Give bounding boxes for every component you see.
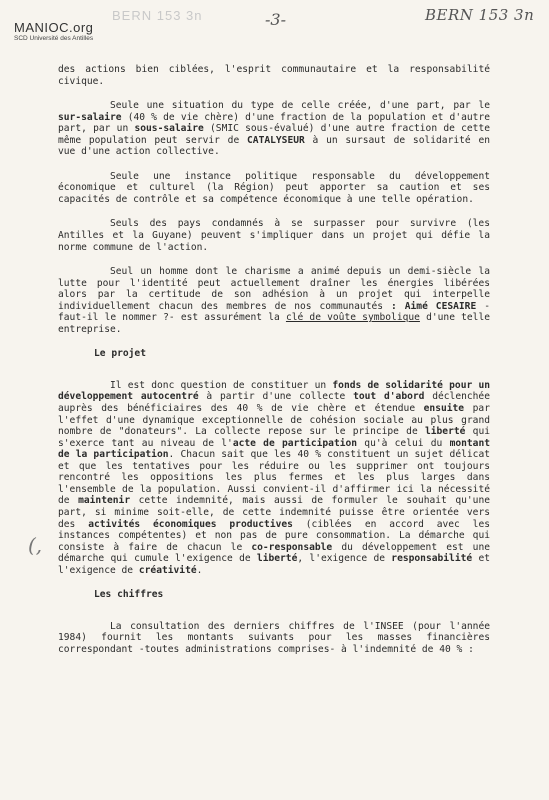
section-heading-projet: Le projet (94, 348, 146, 360)
page-number: -3- (265, 10, 286, 29)
paragraph-2: Seule une situation du type de celle créée, d'une part, par le sur-salaire (40 % de vie chère) d'une fraction de la population et d'autre part, par un sous-salaire (SMIC sous-évalué) d'une autre fraction de cette même population peut servir de CATALYSEUR à un sursaut de solidarité en vue d'une action collective. (58, 100, 490, 158)
manioc-logo-subtitle: SCD Université des Antilles (14, 35, 94, 42)
paragraph-4: Seuls des pays condamnés à se surpasser pour survivre (les Antilles et la Guyane) peuvent s'impliquer dans un projet qui défie la norme commune de l'action. (58, 218, 490, 253)
paragraph-3: Seule une instance politique responsable du développement économique et culturel (la Région) peut apporter sa caution et ses capacités de contrôle et sa compétence économique à une telle opération. (58, 170, 490, 205)
paragraph-1: des actions bien ciblées, l'esprit communautaire et la responsabilité civique. (58, 64, 490, 87)
section-heading-chiffres: Les chiffres (94, 589, 164, 601)
faint-archive-code: BERN 153 3n (112, 8, 203, 23)
paragraph-7: La consultation des derniers chiffres de l'INSEE (pour l'année 1984) fournit les montants suivants pour les masses financières correspondant -toutes administrations comprises- à l'indemnité de 40 % : (58, 620, 490, 655)
paragraph-6: Il est donc question de constituer un fonds de solidarité pour un développement autocentré à partir d'une collecte tout d'abord déclenchée auprès des bénéficiaires des 40 % de vie chère et étendue ensuite par l'effet d'une dynamique exceptionnelle de cohésion sociale au plus grand nombre de "donateurs". La collecte repose sur le principe de liberté qui s'exerce tant au niveau de l'acte de participation qu'à celui du montant de la participation. Chacun sait que les 40 % constituent un sujet délicat et que les tentatives pour les réduire ou les supprimer ont toujours rencontré les oppositions les plus fermes et les plus larges dans l'ensemble de la population. Aussi convient-il d'affirmer ici la nécessité de maintenir cette indemnité, mais aussi de formuler le souhait qu'une part, si minime soit-elle, de cette indemnité puisse être orientée vers des activités économiques productives (ciblées en accord avec les instances compétentes) et non pas de pure consommation. La démarche qui consiste à faire de chacun le co-responsable du développement est une démarche qui cumule l'exigence de liberté, l'exigence de responsabilité et l'exigence de créativité. (58, 379, 491, 576)
paragraph-5: Seul un homme dont le charisme a animé depuis un demi-siècle la lutte pour l'identité peut actuellement draîner les énergies libérées alors par la certitude de son adhésion à un projet qui interpelle individuellement chacun des membres de nos communautés : Aimé CESAIRE -faut-il le nommer ?- est assurément la clé de voûte symbolique d'une telle entreprise. (58, 266, 491, 335)
document-body (58, 64, 490, 668)
manioc-logo: MANIOC.org (14, 20, 94, 35)
margin-annotation: (, (28, 533, 43, 557)
archive-stamp: BERN 153 3n (425, 6, 535, 24)
